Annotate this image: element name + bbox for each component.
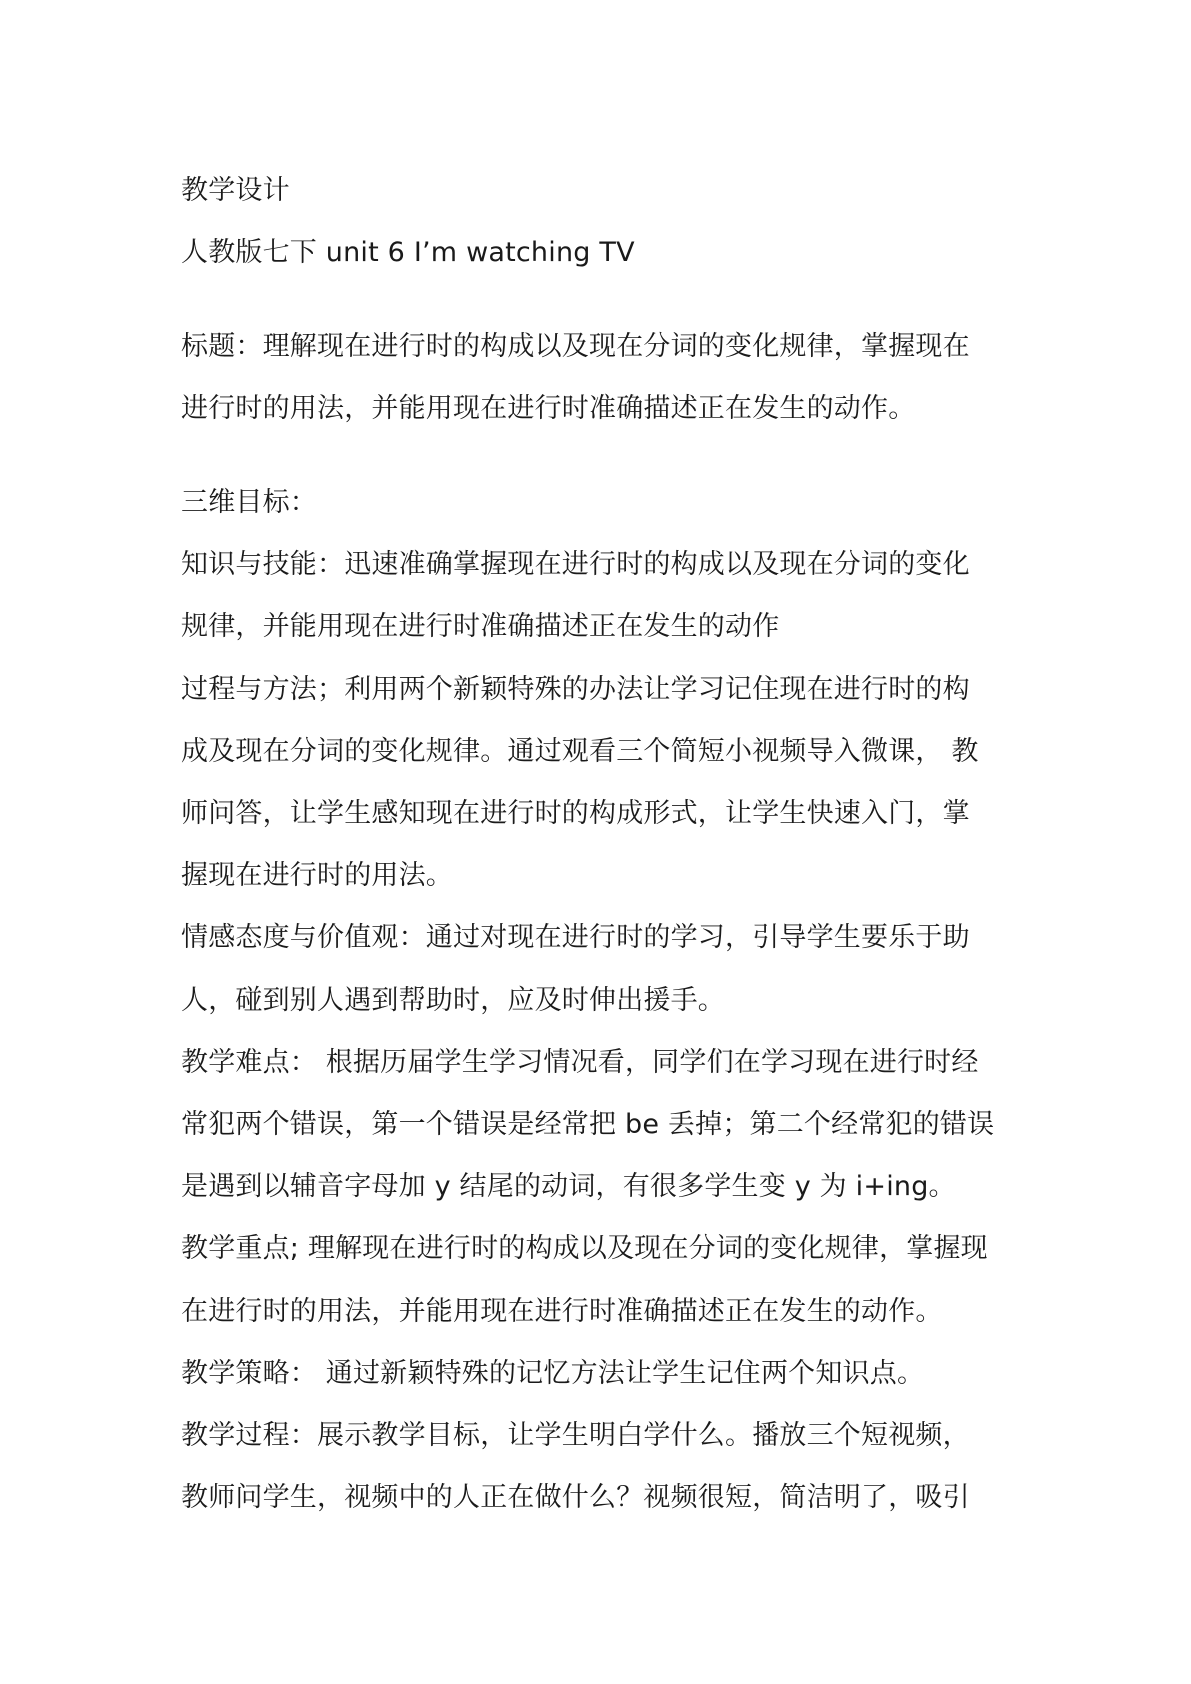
title-line-2: 进行时的用法，并能用现在进行时准确描述正在发生的动作。 [181,393,916,424]
emotion-values-line-1: 情感态度与价值观：通过对现在进行时的学习，引导学生要乐于助 [181,922,970,953]
process-methods-line-2: 成及现在分词的变化规律。通过观看三个简短小视频导入微课， 教 [181,736,979,767]
difficulty-line-1: 教学难点： 根据历届学生学习情况看，同学们在学习现在进行时经 [181,1047,979,1078]
process-line-2: 教师问学生，视频中的人正在做什么？视频很短，简洁明了，吸引 [181,1482,970,1513]
difficulty-line-2: 常犯两个错误，第一个错误是经常把 be 丢掉；第二个经常犯的错误 [181,1109,995,1140]
process-methods-line-1: 过程与方法；利用两个新颖特殊的办法让学习记住现在进行时的构 [181,674,970,705]
objectives-heading: 三维目标： [181,487,317,518]
knowledge-skills-line-2: 规律，并能用现在进行时准确描述正在发生的动作 [181,611,780,642]
knowledge-skills-line-1: 知识与技能：迅速准确掌握现在进行时的构成以及现在分词的变化 [181,549,970,580]
key-points-line-1: 教学重点; 理解现在进行时的构成以及现在分词的变化规律，掌握现 [181,1233,988,1264]
document-heading: 教学设计 [181,175,290,206]
title-line-1: 标题：理解现在进行时的构成以及现在分词的变化规律，掌握现在 [181,331,970,362]
key-points-line-2: 在进行时的用法，并能用现在进行时准确描述正在发生的动作。 [181,1296,943,1327]
process-line-1: 教学过程：展示教学目标，让学生明白学什么。播放三个短视频， [181,1420,970,1451]
difficulty-line-3: 是遇到以辅音字母加 y 结尾的动词，有很多学生变 y 为 i+ing。 [181,1171,956,1202]
strategy-line: 教学策略： 通过新颖特殊的记忆方法让学生记住两个知识点。 [181,1358,925,1389]
emotion-values-line-2: 人，碰到别人遇到帮助时，应及时伸出援手。 [181,985,725,1016]
process-methods-line-4: 握现在进行时的用法。 [181,860,453,891]
process-methods-line-3: 师问答，让学生感知现在进行时的构成形式，让学生快速入门，掌 [181,798,970,829]
document-subtitle: 人教版七下 unit 6 I’m watching TV [181,237,635,268]
